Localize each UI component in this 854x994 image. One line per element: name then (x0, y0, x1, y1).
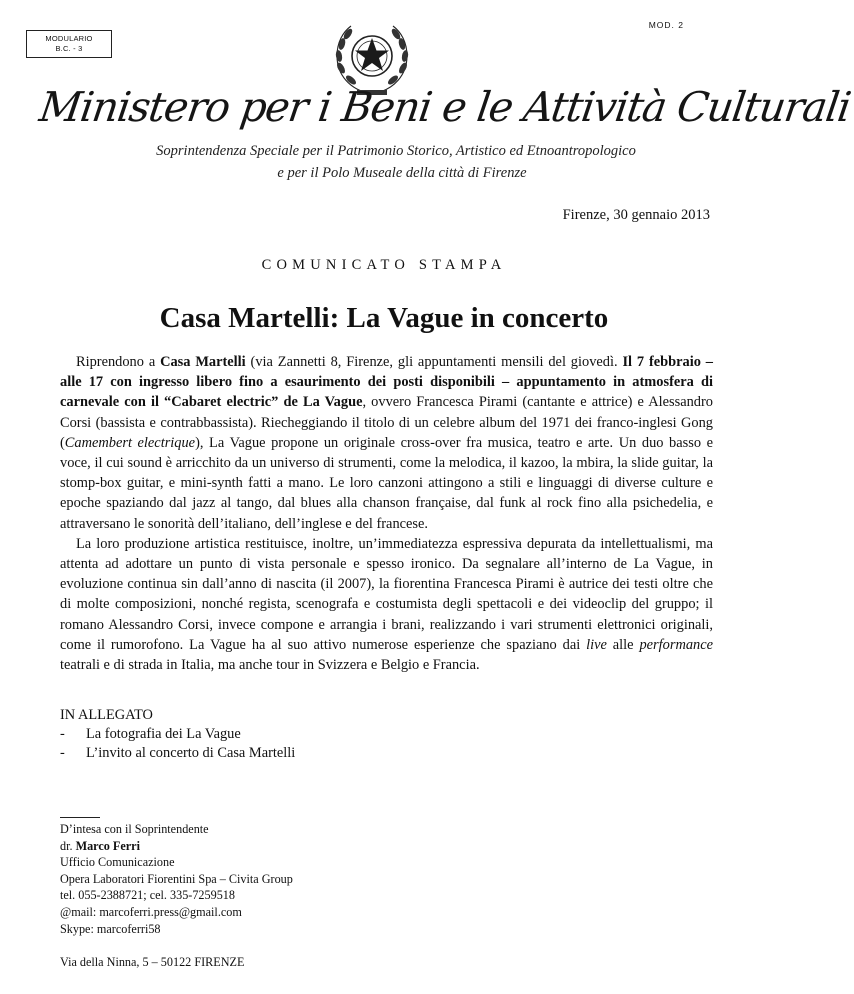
contact-name: Marco Ferri (75, 838, 140, 853)
contact-prefix: dr. (60, 838, 76, 853)
form-box-line-2: B.C. - 3 (55, 44, 83, 53)
footer-divider (60, 817, 100, 818)
paragraph-1 (60, 352, 713, 534)
contact-name-line (60, 838, 293, 855)
p1-text: , ovvero Francesca Pirami (cantante e attrice) e Alessandro Corsi (bassista e contrabbassista). Riecheggiando il titolo di un celebre album del 1971 dei franco-inglesi Gong ( (60, 394, 713, 451)
paragraph-2 (60, 534, 713, 675)
list-item: - L’invito al concerto di Casa Martelli (60, 745, 296, 761)
form-code-label: MOD. 2 (648, 20, 684, 30)
attachments-heading: IN ALLEGATO (60, 707, 153, 723)
office-address: Via della Ninna, 5 – 50122 FIRENZE (60, 955, 245, 969)
attachment-label: L’invito al concerto di Casa Martelli (86, 745, 296, 761)
live-term: live (586, 636, 607, 653)
document-type: COMUNICATO STAMPA (261, 257, 507, 273)
contact-line: D’intesa con il Soprintendente (60, 822, 209, 836)
ministry-name: Ministero per i Beni e le Attività Culturali (36, 83, 854, 131)
press-release-body (60, 352, 713, 675)
contact-line: Opera Laboratori Fiorentini Spa – Civita Group (60, 871, 293, 886)
venue-name: Casa Martelli (160, 354, 246, 370)
p2-text: teatrali e di strada in Italia, ma anche tour in Svizzera e Belgio e Francia. (60, 657, 480, 674)
contact-email: @mail: marcoferri.press@gmail.com (60, 904, 242, 919)
album-title: Camembert electrique (64, 434, 196, 451)
p2-text: alle (606, 636, 640, 653)
attachments-list (60, 725, 295, 763)
department-subtitle: Soprintendenza Speciale per il Patrimonio Storico, Artistico ed Etnoantropologico (156, 143, 636, 159)
form-box-line-1: MODULARIO (45, 34, 93, 43)
list-item: - La fotografia dei La Vague (60, 726, 241, 742)
p2-text: La loro produzione artistica restituisce, inoltre, un’immediatezza espressiva depurata da intellettualismi, ma attenta ad adottare un punto di vista personale e spesso ironico. Da segnalare all’interno de La Vague, in evoluzione continua sin dall’anno di nascita (il 2007), la fiorentina Francesca Pirami è autrice dei testi oltre che di molte composizioni, nonché regista, scenografa e costumista degli spettacoli e dei videoclip del gruppo; il romano Alessandro Corsi, invece compone e arrangia i brani, realizzando i vari strumenti elettronici originali, come il rumorofono. La Vague ha al suo attivo numerose esperienze che spaziano dai (60, 535, 713, 653)
department-subtitle-line-2: e per il Polo Museale della città di Firenze (277, 165, 527, 181)
p1-text: (via Zannetti 8, Firenze, gli appuntamenti mensili del giovedì. (245, 354, 623, 370)
attachment-label: La fotografia dei La Vague (86, 726, 241, 742)
event-details: Il 7 febbraio – alle 17 con ingresso libero fino a esaurimento dei posti disponibili – appuntamento in atmosfera di carnevale con il “Cabaret electric” de La Vague (60, 354, 714, 411)
contact-skype: Skype: marcoferri58 (60, 921, 161, 936)
attachments (60, 706, 295, 763)
contact-line: Ufficio Comunicazione (60, 855, 175, 870)
p1-text: Riprendono a (76, 354, 161, 370)
document-date: Firenze, 30 gennaio 2013 (562, 207, 710, 223)
contact-block (60, 821, 293, 937)
document-title: Casa Martelli: La Vague in concerto (159, 302, 609, 334)
performance-term: performance (639, 636, 714, 653)
p1-text: ), La Vague propone un originale cross-over fra musica, teatro e arte. Un duo basso e voce, il cui sound è arricchito da un universo di strumenti, come la melodica, il kazoo, la mbira, la slide guitar, la stomp-box guitar, e mini-synth fatti a mano. Le loro canzoni attingono a stili e linguaggi di diverse culture e epoche spaziando dal jazz al tango, dal blues alla chanson française, dal funk al rock fino alla psichedelia, e attraversano le sonorità dell’italiano, dell’inglese e del francese. (60, 434, 714, 532)
contact-phone: tel. 055-2388721; cel. 335-7259518 (60, 888, 235, 903)
form-code-box (26, 30, 112, 58)
